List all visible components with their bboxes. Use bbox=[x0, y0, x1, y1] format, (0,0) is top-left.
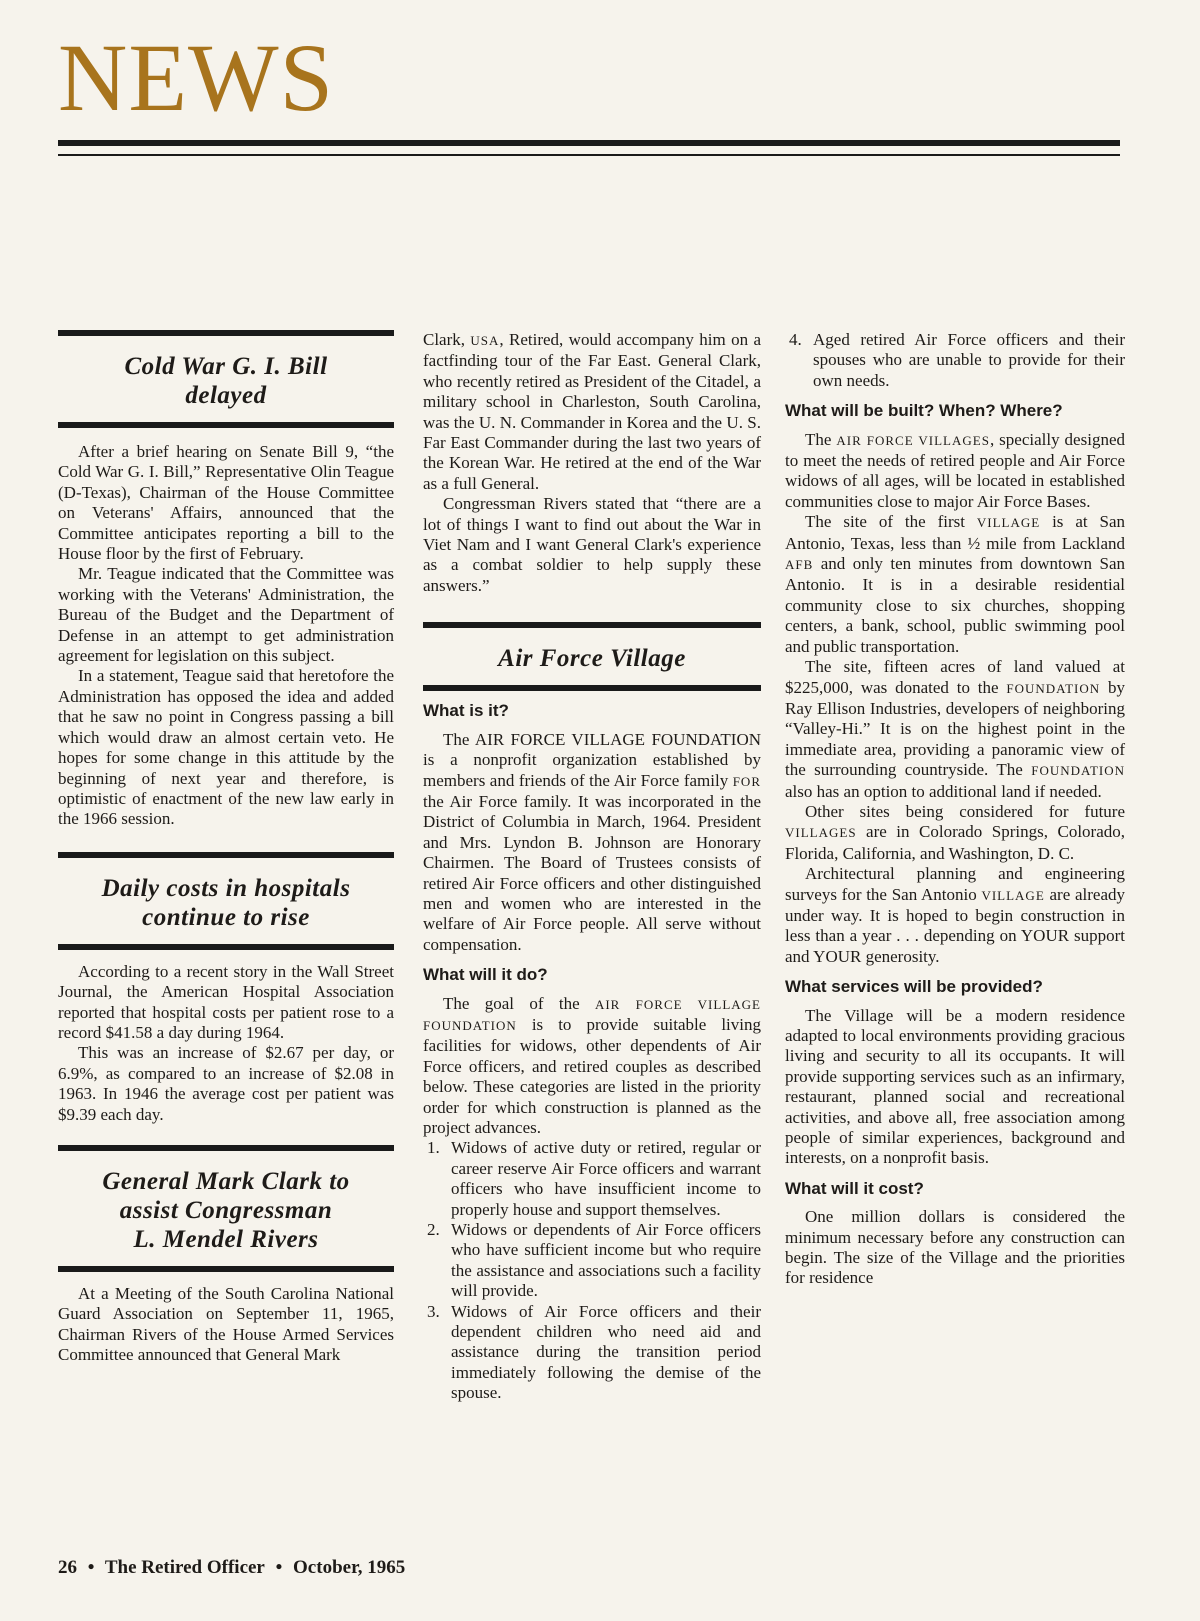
article-paragraph: After a brief hearing on Senate Bill 9, “the Cold War G. I. Bill,” Representative Olin Teague (D-Texas), Chairman of the House Committee on Veterans' Affairs, announced that the Committee anticipates reporting a bill to the House floor by the first of February. bbox=[58, 442, 394, 564]
headline-gi-bill bbox=[66, 352, 386, 410]
headline-line: General Mark Clark to bbox=[102, 1167, 350, 1195]
text-run: The goal of the bbox=[443, 993, 595, 1013]
article-paragraph: At a Meeting of the South Carolina National Guard Association on September 11, 1965, Chairman Rivers of the House Armed Services Committee announced that General Mark bbox=[58, 1283, 394, 1365]
headline-rule bbox=[423, 685, 761, 691]
headline-village: Air Force Village bbox=[498, 645, 686, 673]
text-run: the Air Force family. It was incorporated in the District of Columbia in March, 1964. President and Mrs. Lyndon B. Johnson are Honorary Chairmen. The Board of Trustees consists of retired Air Force officers and other distinguished men and women who are interested in the welfare of Air Force people. All serve without compensation. bbox=[423, 791, 761, 954]
text-run: and only ten minutes from downtown San Antonio. It is in a desirable residential community close to six churches, shopping centers, a bank, school, public swimming pool and public transportation. bbox=[785, 554, 1125, 656]
headline-line: delayed bbox=[185, 382, 267, 409]
text-run: is to provide suitable living facilities for widows, other dependents of Air Force officers, and retired couples as described below. These categories are listed in the priority order for which construction is planned as the project advances. bbox=[423, 1014, 761, 1137]
article-paragraph: According to a recent story in the Wall Street Journal, the American Hospital Association reported that hospital costs per patient rose to a record $41.58 a day during 1964. bbox=[58, 961, 394, 1042]
headline-line: L. Mendel Rivers bbox=[133, 1225, 319, 1253]
subhead-what-is-it: What is it? bbox=[423, 701, 509, 721]
text-run: , specially designed to meet the needs of retired people and Air Force widows of all ages, will be located in established communities close to major Air Force Bases. bbox=[785, 429, 1125, 511]
article-paragraph bbox=[423, 730, 761, 955]
subhead-what-will-it-do: What will it do? bbox=[423, 965, 548, 985]
article-paragraph bbox=[785, 864, 1125, 967]
article-paragraph bbox=[423, 994, 761, 1139]
headline-rule bbox=[58, 852, 394, 858]
text-run: are already under way. It is hoped to begin construction in less than a year . . . depending on YOUR support and YOUR generosity. bbox=[785, 884, 1125, 966]
article-paragraph: This was an increase of $2.67 per day, or 6.9%, as compared to an increase of $2.08 in 1963. In 1946 the average cost per patient was $9.39 each day. bbox=[58, 1043, 394, 1124]
column-2 bbox=[423, 330, 761, 1404]
footer-bullet: • bbox=[87, 1557, 95, 1578]
article-paragraph bbox=[785, 430, 1125, 513]
headline-line: assist Congressman bbox=[119, 1196, 333, 1224]
list-item bbox=[423, 1138, 761, 1220]
article-paragraph: Mr. Teague indicated that the Committee was working with the Veterans' Administration, the Bureau of the Budget and the Department of Defense in an attempt to get administration agreement for legislation on this subject. bbox=[58, 564, 394, 666]
list-number: 3. bbox=[427, 1301, 440, 1321]
list-item bbox=[423, 1220, 761, 1302]
masthead-rule-thick bbox=[58, 140, 1120, 146]
column-1 bbox=[58, 330, 394, 1366]
text-run-smallcaps: VILLAGES bbox=[785, 825, 857, 841]
masthead-title: NEWS bbox=[58, 24, 334, 131]
headline-hospitals bbox=[66, 874, 386, 932]
text-run-smallcaps: AIR FORCE VILLAGES bbox=[836, 432, 990, 448]
masthead-rule-thin bbox=[58, 154, 1120, 156]
text-run-smallcaps: AIR FORCE VILLAGE FOUNDATION bbox=[423, 996, 761, 1033]
text-run: The AIR FORCE VILLAGE FOUNDATION is a nonprofit organization established by members and friends of the Air Force family bbox=[423, 729, 761, 790]
text-run: by Ray Ellison Industries, developers of neighboring “Valley-Hi.” It is on the highest point in the immediate area, providing a panoramic view of the surrounding countryside. The bbox=[785, 677, 1125, 780]
article-paragraph-continued bbox=[423, 330, 761, 494]
subhead-what-will-be-built: What will be built? When? Where? bbox=[785, 401, 1063, 421]
headline-rule bbox=[423, 622, 761, 628]
text-run: The bbox=[805, 429, 837, 449]
priority-list bbox=[423, 1138, 761, 1403]
list-number: 4. bbox=[789, 330, 802, 349]
article-paragraph: The Village will be a modern residence adapted to local environments providing gracious living and security to all its occupants. It will provide supporting services such as an infirmary, restaurant, planned social and recreational activities, and above all, free association among people of similar experiences, background and interests, on a nonprofit basis. bbox=[785, 1005, 1125, 1168]
article-paragraph bbox=[785, 802, 1125, 864]
text-run-smallcaps: VILLAGE bbox=[976, 515, 1041, 531]
issue-date: October, 1965 bbox=[293, 1557, 406, 1578]
headline-rule bbox=[58, 330, 394, 336]
text-run: also has an option to additional land if needed. bbox=[785, 781, 1102, 801]
article-paragraph bbox=[785, 657, 1125, 802]
text-run-smallcaps: AFB bbox=[785, 557, 814, 573]
priority-list-continued bbox=[785, 330, 1125, 391]
text-run: Clark, bbox=[423, 330, 471, 349]
article-paragraph: One million dollars is considered the minimum necessary before any construction can begin. The size of the Village and the priorities for residence bbox=[785, 1207, 1125, 1288]
headline-clark bbox=[66, 1167, 386, 1254]
text-run-smallcaps: USA bbox=[470, 333, 500, 348]
text-run-smallcaps: FOUNDATION bbox=[1006, 680, 1101, 696]
page-number: 26 bbox=[58, 1557, 77, 1578]
list-text: Widows or dependents of Air Force officers who have sufficient income but who require the assistance and associations such a facility will provide. bbox=[451, 1220, 761, 1301]
page-footer bbox=[58, 1557, 411, 1579]
text-run: is at San Antonio, Texas, less than ½ mile from Lackland bbox=[785, 512, 1125, 553]
text-run-smallcaps: VILLAGE bbox=[981, 887, 1045, 903]
list-number: 2. bbox=[427, 1220, 440, 1240]
article-paragraph: Congressman Rivers stated that “there are a lot of things I want to find out about the War in Viet Nam and I want General Clark's experience as a combat soldier to help supply these answers.” bbox=[423, 494, 761, 595]
headline-line: continue to rise bbox=[142, 903, 310, 931]
list-number: 1. bbox=[427, 1138, 440, 1158]
list-item bbox=[423, 1302, 761, 1404]
text-run: Architectural planning and engineering surveys for the San Antonio bbox=[785, 864, 1125, 904]
list-text: Widows of active duty or retired, regular or career reserve Air Force officers and warrant officers who have insufficient income to properly house and support themselves. bbox=[451, 1138, 761, 1219]
article-paragraph: In a statement, Teague said that heretofore the Administration has opposed the idea and added that he saw no point in Congress passing a bill which would draw an almost certain veto. He hopes for some change in this attitude by the beginning of next year and therefore, is optimistic of enactment of the new law early in the 1966 session. bbox=[58, 666, 394, 829]
headline-rule bbox=[58, 1145, 394, 1151]
text-run: Other sites being considered for future bbox=[805, 801, 1125, 821]
text-run: The site, fifteen acres of land valued at $225,000, was donated to the bbox=[785, 657, 1125, 697]
text-run: , Retired, would accompany him on a factfinding tour of the Far East. General Clark, who recently retired as President of the Citadel, a military school in Charleston, South Carolina, was the U. N. Commander in Korea and the U. S. Far East Commander during the last two years of the Korean War. He retired at the end of the War as a full General. bbox=[423, 330, 761, 493]
article-paragraph bbox=[785, 512, 1125, 657]
headline-line: Cold War G. I. Bill bbox=[124, 353, 328, 380]
list-item bbox=[785, 330, 1125, 391]
list-text: Widows of Air Force officers and their dependent children who need aid and assistance during the transition period immediately following the demise of the spouse. bbox=[451, 1301, 761, 1403]
publication-name: The Retired Officer bbox=[104, 1557, 265, 1578]
subhead-services: What services will be provided? bbox=[785, 977, 1043, 997]
list-text: Aged retired Air Force officers and their spouses who are unable to provide for their own needs. bbox=[813, 330, 1125, 390]
text-run: are in Colorado Springs, Colorado, Florida, California, and Washington, D. C. bbox=[785, 822, 1125, 863]
column-3 bbox=[785, 330, 1125, 1289]
text-run-smallcaps: FOR bbox=[732, 773, 761, 789]
text-run: The site of the first bbox=[805, 512, 977, 532]
subhead-cost: What will it cost? bbox=[785, 1178, 924, 1198]
headline-line: Daily costs in hospitals bbox=[101, 874, 351, 902]
text-run-smallcaps: FOUNDATION bbox=[1031, 763, 1125, 779]
footer-bullet: • bbox=[275, 1557, 283, 1578]
